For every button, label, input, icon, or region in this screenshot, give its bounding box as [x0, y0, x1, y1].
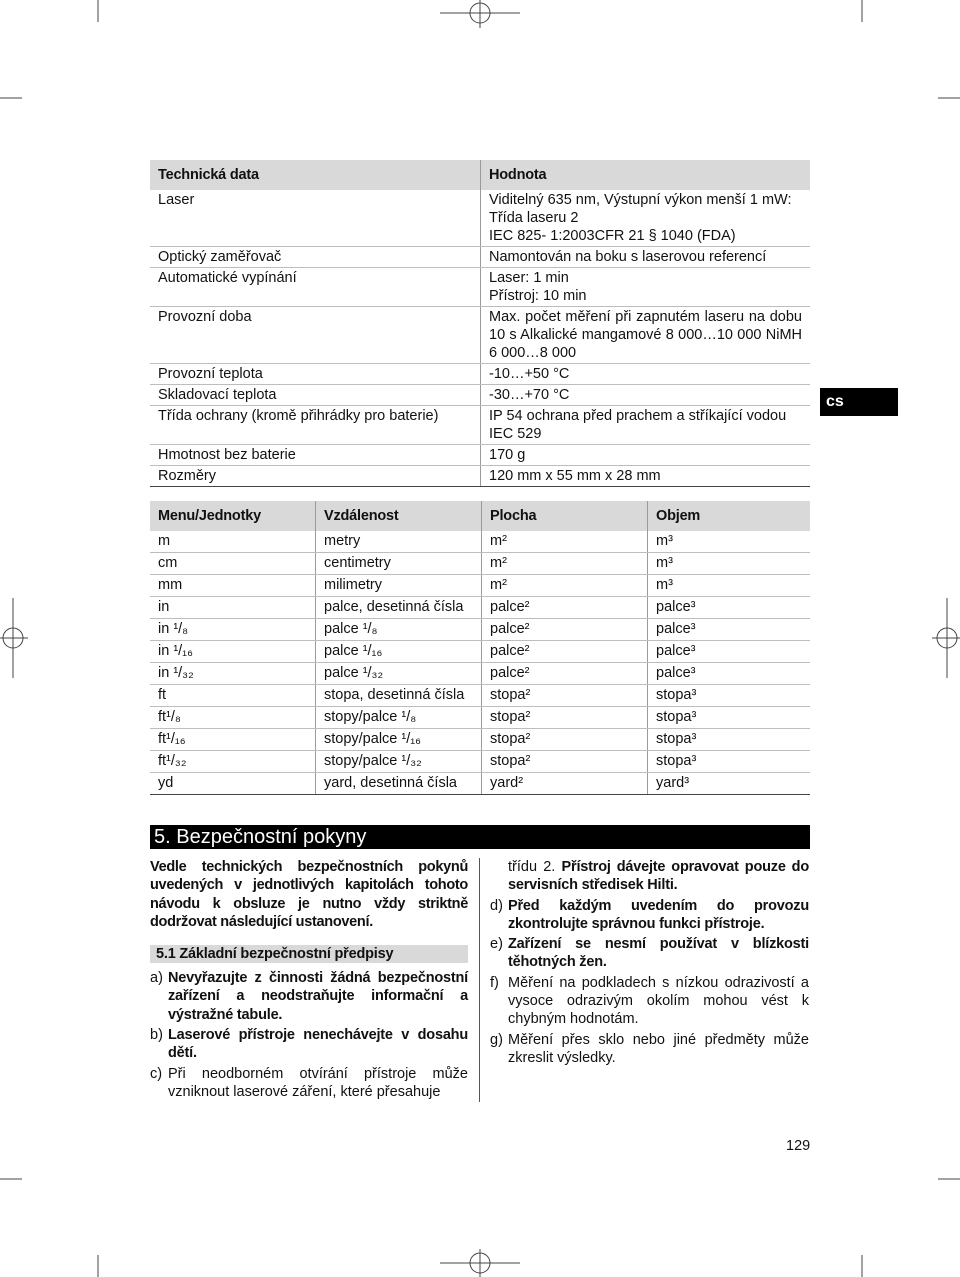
units-cell: yd: [150, 773, 316, 795]
tech-label: Laser: [150, 190, 481, 247]
tech-label: Skladovací teplota: [150, 385, 481, 406]
units-cell: stopa³: [648, 707, 811, 729]
table-row: [150, 685, 810, 707]
safety-column-right: [490, 858, 809, 1069]
tech-value-line: Viditelný 635 nm, Výstupní výkon menší 1 mW:: [489, 192, 792, 208]
tech-value: [481, 247, 811, 268]
units-cell: in ¹/₈: [150, 619, 316, 641]
table-row: [150, 531, 810, 553]
tech-value-line: IP 54 ochrana před prachem a stříkající vodou: [489, 408, 787, 424]
table-row: [150, 597, 810, 619]
units-cell: ft¹/₃₂: [150, 751, 316, 773]
units-cell: stopa²: [482, 751, 648, 773]
units-cell: stopa³: [648, 729, 811, 751]
units-cell: in ¹/₃₂: [150, 663, 316, 685]
units-cell: palce³: [648, 597, 811, 619]
table-row: [150, 641, 810, 663]
tech-label: Hmotnost bez baterie: [150, 445, 481, 466]
table-row: [150, 406, 810, 445]
table-row: [150, 619, 810, 641]
item-label: f): [490, 974, 499, 991]
continuation-text: třídu 2.: [508, 859, 562, 875]
units-header-cell: Vzdálenost: [316, 501, 482, 531]
units-cell: yard, desetinná čísla: [316, 773, 482, 795]
units-cell: in ¹/₁₆: [150, 641, 316, 663]
units-cell: m: [150, 531, 316, 553]
item-text: Laserové přístroje nenechávejte v dosahu dětí.: [168, 1027, 468, 1062]
table-row: [150, 466, 810, 487]
tech-value: [481, 385, 811, 406]
units-cell: stopa²: [482, 685, 648, 707]
units-cell: palce³: [648, 641, 811, 663]
units-cell: stopy/palce ¹/₃₂: [316, 751, 482, 773]
units-cell: milimetry: [316, 575, 482, 597]
item-c-continuation: [490, 858, 809, 895]
units-cell: m³: [648, 575, 811, 597]
tech-header-cell: Hodnota: [481, 160, 811, 190]
tech-value-line: IEC 529: [489, 426, 542, 442]
tech-value: [481, 466, 811, 487]
item-text: Před každým uvedením do provozu zkontrolujte správnou funkci přístroje.: [508, 897, 809, 932]
units-cell: m³: [648, 553, 811, 575]
table-row: [150, 575, 810, 597]
units-cell: palce²: [482, 641, 648, 663]
tech-label: Třída ochrany (kromě přihrádky pro baterie): [150, 406, 481, 445]
units-cell: m²: [482, 553, 648, 575]
safety-item: [490, 1031, 809, 1068]
column-divider: [479, 858, 480, 1102]
units-cell: ft: [150, 685, 316, 707]
units-cell: ft¹/₈: [150, 707, 316, 729]
units-cell: palce, desetinná čísla: [316, 597, 482, 619]
safety-item: [490, 897, 809, 934]
units-cell: stopa²: [482, 707, 648, 729]
safety-item: [150, 969, 468, 1024]
tech-label: Optický zaměřovač: [150, 247, 481, 268]
item-label: c): [150, 1065, 163, 1082]
units-cell: palce ¹/₃₂: [316, 663, 482, 685]
units-cell: stopy/palce ¹/₈: [316, 707, 482, 729]
tech-label: Automatické vypínání: [150, 268, 481, 307]
item-text: Při neodborném otvírání přístroje může vzniknout laserové záření, které přesahuje: [168, 1065, 468, 1100]
units-header-cell: Objem: [648, 501, 811, 531]
tech-label: Provozní teplota: [150, 364, 481, 385]
tech-value-line: Přístroj: 10 min: [489, 288, 587, 304]
units-header-cell: Plocha: [482, 501, 648, 531]
tech-value-line: Třída laseru 2: [489, 210, 579, 226]
table-row: [150, 445, 810, 466]
units-cell: stopa, desetinná čísla: [316, 685, 482, 707]
safety-item: [490, 974, 809, 1029]
units-cell: m²: [482, 575, 648, 597]
units-header-cell: Menu/Jednotky: [150, 501, 316, 531]
units-cell: palce ¹/₁₆: [316, 641, 482, 663]
table-row: [150, 751, 810, 773]
item-label: b): [150, 1027, 163, 1044]
table-row: [150, 707, 810, 729]
units-cell: in: [150, 597, 316, 619]
safety-item: [150, 1026, 468, 1063]
tech-value: [481, 190, 811, 247]
units-cell: stopy/palce ¹/₁₆: [316, 729, 482, 751]
table-row: [150, 663, 810, 685]
tech-value-line: 120 mm x 55 mm x 28 mm: [489, 468, 661, 484]
tech-label: Rozměry: [150, 466, 481, 487]
tech-value: [481, 268, 811, 307]
table-row: [150, 307, 810, 364]
tech-value-line: 170 g: [489, 447, 526, 463]
continuation-bold-text: Přístroj dávejte opravovat pouze do servisních středisek Hilti.: [508, 859, 809, 894]
table-row: [150, 553, 810, 575]
table-row: [150, 385, 810, 406]
units-cell: yard²: [482, 773, 648, 795]
tech-value-line: IEC 825- 1:2003CFR 21 § 1040 (FDA): [489, 228, 736, 244]
safety-item: [490, 935, 809, 972]
units-cell: m²: [482, 531, 648, 553]
item-label: d): [490, 897, 503, 914]
page-number: 129: [786, 1138, 811, 1154]
units-cell: stopa²: [482, 729, 648, 751]
table-row: [150, 729, 810, 751]
tech-value: [481, 445, 811, 466]
units-table: [150, 501, 810, 795]
safety-item: [150, 1065, 468, 1102]
units-cell: metry: [316, 531, 482, 553]
units-cell: palce³: [648, 663, 811, 685]
tech-value: [481, 406, 811, 445]
item-text: Zařízení se nesmí používat v blízkosti těhotných žen.: [508, 936, 809, 971]
tech-value: [481, 364, 811, 385]
subsection-heading: 5.1 Základní bezpečnostní předpisy: [150, 945, 468, 963]
table-row: [150, 190, 810, 247]
units-cell: palce²: [482, 663, 648, 685]
tech-value-line: Laser: 1 min: [489, 270, 569, 286]
item-text: Nevyřazujte z činnosti žádná bezpečnostní zařízení a neodstraňujte informační a výstražné tabule.: [168, 970, 468, 1023]
table-row: [150, 364, 810, 385]
tech-value-line: -10…+50 °C: [489, 366, 570, 382]
units-cell: palce²: [482, 597, 648, 619]
units-cell: yard³: [648, 773, 811, 795]
units-cell: stopa³: [648, 685, 811, 707]
tech-value-line: -30…+70 °C: [489, 387, 570, 403]
tech-header-cell: Technická data: [150, 160, 481, 190]
item-text: Měření na podkladech s nízkou odrazivostí a vysoce odrazivým okolím mohou vést k chybným hodnotám.: [508, 974, 809, 1028]
units-cell: mm: [150, 575, 316, 597]
units-cell: palce ¹/₈: [316, 619, 482, 641]
units-cell: ft¹/₁₆: [150, 729, 316, 751]
item-label: a): [150, 970, 163, 987]
units-cell: palce³: [648, 619, 811, 641]
units-cell: palce²: [482, 619, 648, 641]
item-label: e): [490, 936, 503, 953]
safety-column-left: [150, 858, 468, 1103]
item-text: Měření přes sklo nebo jiné předměty může zkreslit výsledky.: [508, 1031, 809, 1066]
units-cell: cm: [150, 553, 316, 575]
language-tab: cs: [820, 388, 898, 416]
item-label: g): [490, 1031, 503, 1048]
units-cell: m³: [648, 531, 811, 553]
tech-value: [481, 307, 811, 364]
table-row: [150, 773, 810, 795]
units-cell: stopa³: [648, 751, 811, 773]
tech-value-line: Namontován na boku s laserovou referencí: [489, 249, 767, 265]
units-cell: centimetry: [316, 553, 482, 575]
technical-data-table: [150, 160, 810, 487]
table-row: [150, 268, 810, 307]
table-row: [150, 247, 810, 268]
tech-value-line: Max. počet měření při zapnutém laseru na dobu 10 s Alkalické mangamové 8 000…10 000 NiMH 6 000…8 000: [489, 309, 802, 361]
tech-label: Provozní doba: [150, 307, 481, 364]
section-intro: Vedle technických bezpečnostních pokynů uvedených v jednotlivých kapitolách tohoto návodu k obsluze je nutno vždy striktně dodržovat následující ustanovení.: [150, 859, 468, 930]
section-title: 5. Bezpečnostní pokyny: [150, 825, 810, 849]
